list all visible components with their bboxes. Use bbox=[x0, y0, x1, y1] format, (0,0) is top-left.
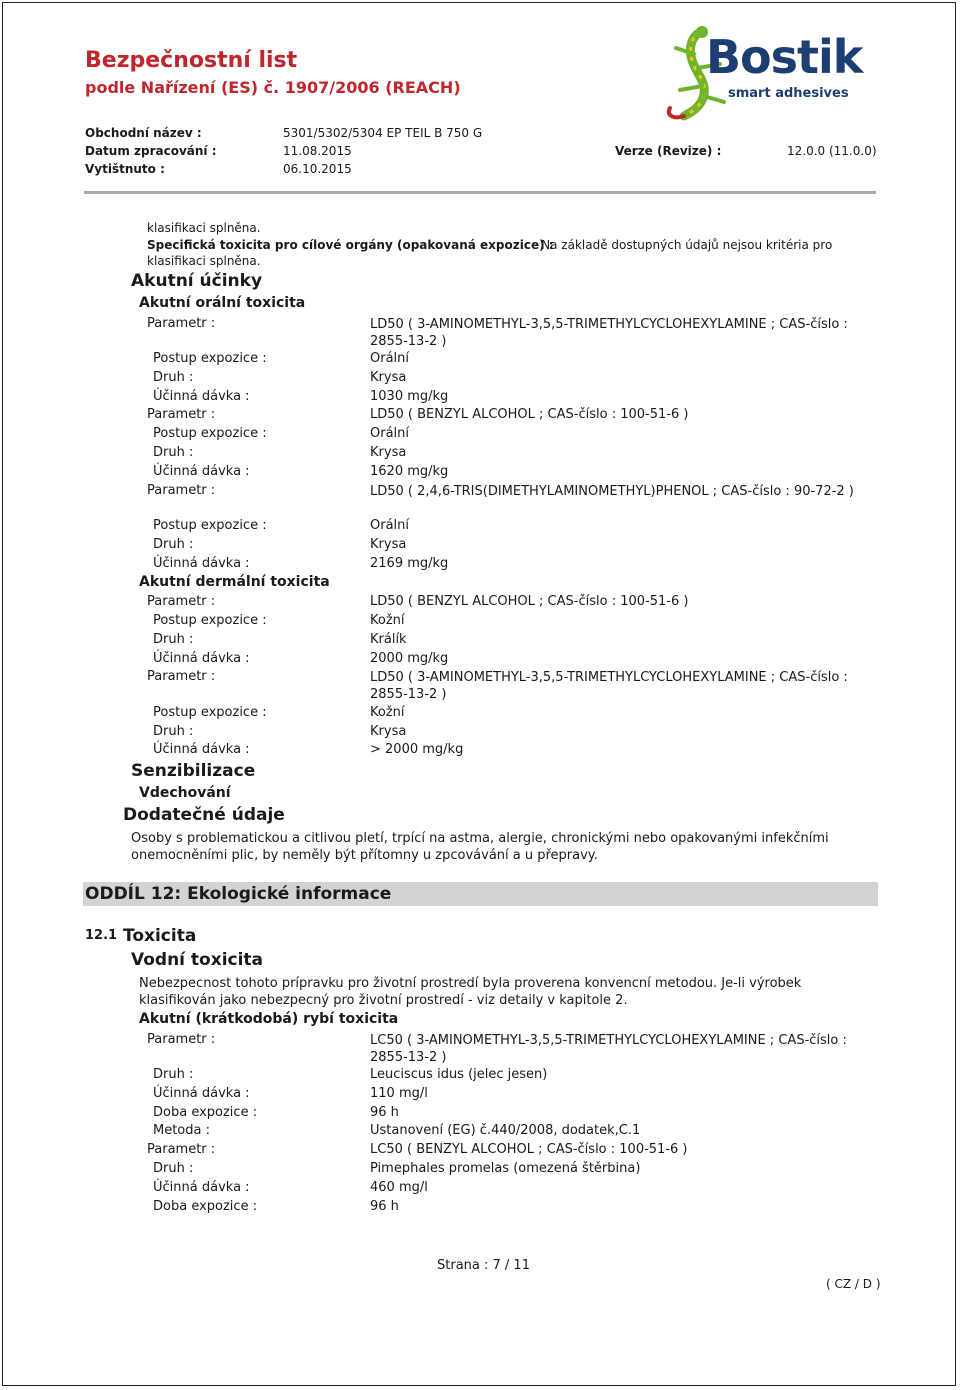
species-value: Krysa bbox=[370, 724, 407, 739]
toxicity-heading: Toxicita bbox=[123, 926, 197, 946]
route-value: Orální bbox=[370, 518, 410, 533]
dose-label: Účinná dávka : bbox=[153, 389, 250, 404]
version-label: Verze (Revize) : bbox=[615, 144, 722, 158]
locale-code: ( CZ / D ) bbox=[826, 1277, 881, 1291]
stot-value: - Na základě dostupných údajů nejsou kritéria pro bbox=[533, 238, 833, 252]
section-12-title: ODDÍL 12: Ekologické informace bbox=[85, 884, 392, 904]
page-number: Strana : 7 / 11 bbox=[437, 1258, 530, 1273]
param-label: Parametr : bbox=[147, 594, 216, 609]
species-value: Krysa bbox=[370, 445, 407, 460]
document-subtitle: podle Nařízení (ES) č. 1907/2006 (REACH) bbox=[85, 78, 461, 97]
param-value: LC50 ( 3-AMINOMETHYL-3,5,5-TRIMETHYLCYCLOHEXYLAMINE ; CAS-číslo : 2855-13-2 ) bbox=[370, 1033, 847, 1065]
dose-value: 460 mg/l bbox=[370, 1180, 428, 1195]
param-label: Parametr : bbox=[147, 1032, 216, 1047]
dose-value: 1030 mg/kg bbox=[370, 389, 449, 404]
inhalation-heading: Vdechování bbox=[139, 785, 231, 801]
brand-logo: Bostik bbox=[706, 30, 863, 84]
subsection-number: 12.1 bbox=[85, 928, 118, 943]
exposure-time-value: 96 h bbox=[370, 1199, 399, 1214]
species-label: Druh : bbox=[153, 1067, 194, 1082]
version-value: 12.0.0 (11.0.0) bbox=[787, 144, 877, 158]
acute-oral-heading: Akutní orální toxicita bbox=[139, 295, 306, 311]
route-label: Postup expozice : bbox=[153, 518, 267, 533]
dose-value: > 2000 mg/kg bbox=[370, 742, 464, 757]
dose-label: Účinná dávka : bbox=[153, 464, 250, 479]
aquatic-text: Nebezpecnost tohoto prípravku pro životní prostredí byla proverena konvencní metodou. Je-li výrobek klasifikován jako nebezpecný pro životní prostredí - viz detaily v kapitole 2. bbox=[139, 976, 802, 1008]
dose-value: 2000 mg/kg bbox=[370, 651, 449, 666]
additional-heading: Dodatečné údaje bbox=[123, 805, 285, 825]
param-value: LD50 ( 3-AMINOMETHYL-3,5,5-TRIMETHYLCYCLOHEXYLAMINE ; CAS-číslo : 2855-13-2 ) bbox=[370, 317, 848, 349]
route-label: Postup expozice : bbox=[153, 613, 267, 628]
document-title: Bezpečnostní list bbox=[85, 48, 298, 73]
header-divider bbox=[84, 191, 876, 194]
route-value: Kožní bbox=[370, 705, 405, 720]
param-label: Parametr : bbox=[147, 407, 216, 422]
route-label: Postup expozice : bbox=[153, 351, 267, 366]
date-value: 11.08.2015 bbox=[283, 144, 352, 158]
route-value: Orální bbox=[370, 351, 410, 366]
exposure-time-label: Doba expozice : bbox=[153, 1105, 258, 1120]
species-label: Druh : bbox=[153, 537, 194, 552]
stot-label: Specifická toxicita pro cílové orgány (opakovaná expozice) : bbox=[147, 238, 554, 252]
exposure-time-label: Doba expozice : bbox=[153, 1199, 258, 1214]
species-label: Druh : bbox=[153, 370, 194, 385]
species-value: Krysa bbox=[370, 370, 407, 385]
param-value: LD50 ( 3-AMINOMETHYL-3,5,5-TRIMETHYLCYCLOHEXYLAMINE ; CAS-číslo : 2855-13-2 ) bbox=[370, 670, 848, 702]
species-label: Druh : bbox=[153, 632, 194, 647]
brand-tagline: smart adhesives bbox=[728, 86, 849, 101]
dose-label: Účinná dávka : bbox=[153, 742, 250, 757]
aquatic-toxicity-heading: Vodní toxicita bbox=[131, 950, 264, 970]
intro-line: klasifikaci splněna. bbox=[147, 254, 261, 268]
dose-value: 1620 mg/kg bbox=[370, 464, 449, 479]
dose-label: Účinná dávka : bbox=[153, 556, 250, 571]
trade-name-label: Obchodní název : bbox=[85, 126, 202, 140]
dose-label: Účinná dávka : bbox=[153, 651, 250, 666]
species-label: Druh : bbox=[153, 724, 194, 739]
additional-text: Osoby s problematickou a citlivou pletí, trpící na astma, alergie, chronickými nebo opakovanými infekčními onemocněními plic, by neměly být přítomny u zpcovávání a u přepravy. bbox=[131, 831, 829, 863]
route-label: Postup expozice : bbox=[153, 426, 267, 441]
intro-line: klasifikaci splněna. bbox=[147, 221, 261, 235]
exposure-time-value: 96 h bbox=[370, 1105, 399, 1120]
species-value: Krysa bbox=[370, 537, 407, 552]
dose-label: Účinná dávka : bbox=[153, 1180, 250, 1195]
species-label: Druh : bbox=[153, 1161, 194, 1176]
method-label: Metoda : bbox=[153, 1123, 210, 1138]
species-value: Králík bbox=[370, 632, 407, 647]
route-value: Orální bbox=[370, 426, 410, 441]
trade-name-value: 5301/5302/5304 EP TEIL B 750 G bbox=[283, 126, 483, 140]
date-label: Datum zpracování : bbox=[85, 144, 217, 158]
param-label: Parametr : bbox=[147, 316, 216, 331]
param-value: LD50 ( 2,4,6-TRIS(DIMETHYLAMINOMETHYL)PHENOL ; CAS-číslo : 90-72-2 ) bbox=[370, 484, 854, 499]
param-label: Parametr : bbox=[147, 669, 216, 684]
species-value: Pimephales promelas (omezená štěrbina) bbox=[370, 1161, 641, 1176]
dose-value: 2169 mg/kg bbox=[370, 556, 449, 571]
section-12-bar bbox=[83, 882, 878, 906]
printed-label: Vytištnuto : bbox=[85, 162, 165, 176]
route-value: Kožní bbox=[370, 613, 405, 628]
acute-dermal-heading: Akutní dermální toxicita bbox=[139, 574, 330, 590]
param-value: LC50 ( BENZYL ALCOHOL ; CAS-číslo : 100-51-6 ) bbox=[370, 1142, 688, 1157]
species-label: Druh : bbox=[153, 445, 194, 460]
species-value: Leuciscus idus (jelec jesen) bbox=[370, 1067, 548, 1082]
acute-effects-heading: Akutní účinky bbox=[131, 271, 263, 291]
dose-label: Účinná dávka : bbox=[153, 1086, 250, 1101]
method-value: Ustanovení (EG) č.440/2008, dodatek,C.1 bbox=[370, 1123, 641, 1138]
param-label: Parametr : bbox=[147, 483, 216, 498]
printed-value: 06.10.2015 bbox=[283, 162, 352, 176]
param-label: Parametr : bbox=[147, 1142, 216, 1157]
fish-toxicity-heading: Akutní (krátkodobá) rybí toxicita bbox=[139, 1011, 399, 1027]
sensitization-heading: Senzibilizace bbox=[131, 761, 256, 781]
param-value: LD50 ( BENZYL ALCOHOL ; CAS-číslo : 100-51-6 ) bbox=[370, 594, 689, 609]
dose-value: 110 mg/l bbox=[370, 1086, 428, 1101]
route-label: Postup expozice : bbox=[153, 705, 267, 720]
param-value: LD50 ( BENZYL ALCOHOL ; CAS-číslo : 100-51-6 ) bbox=[370, 407, 689, 422]
